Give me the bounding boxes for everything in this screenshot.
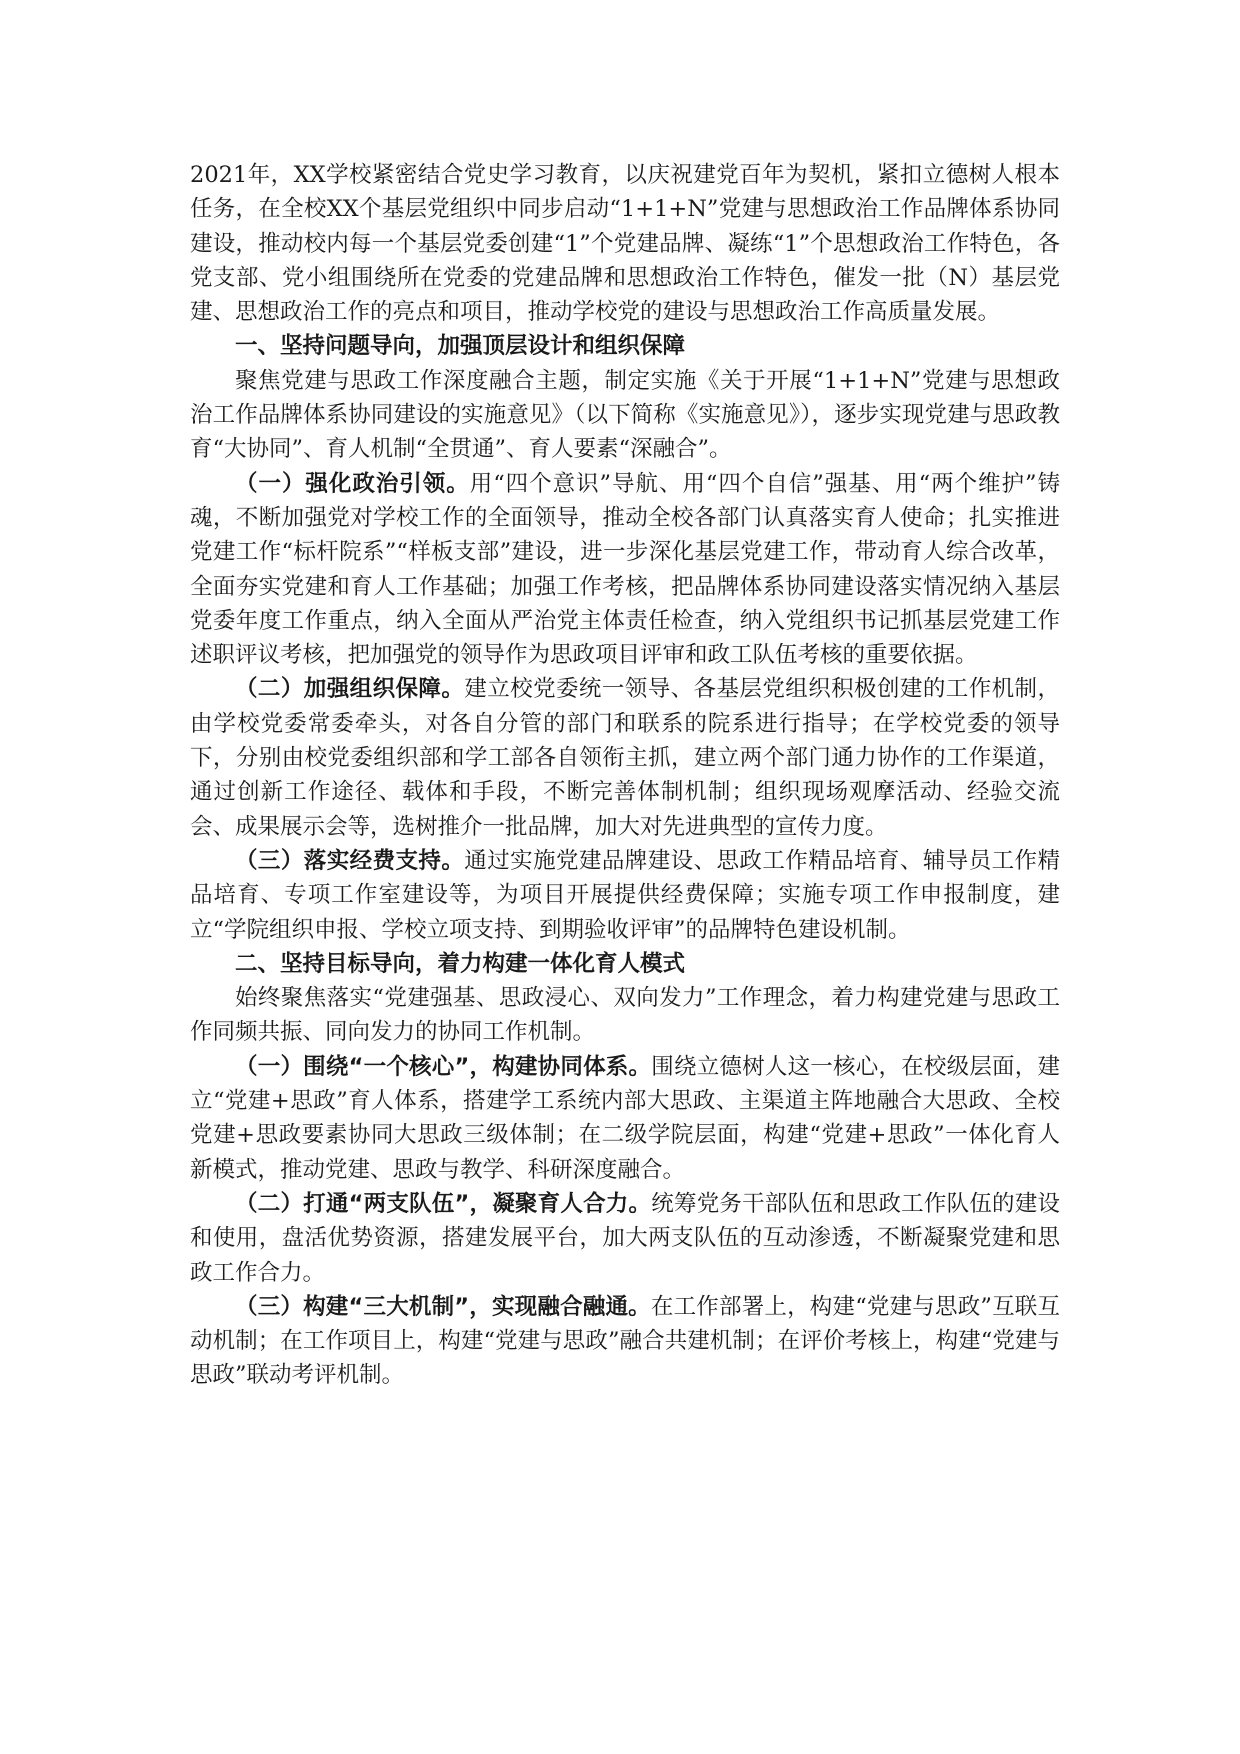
- item-lead: （一）围绕“一个核心”，构建协同体系。: [235, 1053, 652, 1080]
- item-text: 在工作部署上，构建“党建与思政”互联互动机制；在工作项目上，构建“党建与思政”融合共建机制；在评价考核上，构建“党建与思政”联动考评机制。: [190, 1293, 1060, 1389]
- section-1-item-1: [190, 467, 1060, 673]
- item-text: 围绕立德树人这一核心，在校级层面，建立“党建+思政”育人体系，搭建学工系统内部大思政、主渠道主阵地融合大思政、全校党建+思政要素协同大思政三级体制；在二级学院层面，构建“党建+思政”一体化育人新模式，推动党建、思政与教学、科研深度融合。: [190, 1053, 1060, 1183]
- item-text: 统筹党务干部队伍和思政工作队伍的建设和使用，盘活优势资源，搭建发展平台，加大两支队伍的互动渗透，不断凝聚党建和思政工作合力。: [190, 1190, 1060, 1286]
- section-1-paragraph: 聚焦党建与思政工作深度融合主题，制定实施《关于开展“1+1+N”党建与思想政治工作品牌体系协同建设的实施意见》（以下简称《实施意见》），逐步实现党建与思政教育“大协同”、育人机制“全贯通”、育人要素“深融合”。: [190, 367, 1060, 463]
- intro-paragraph: 2021年，XX学校紧密结合党史学习教育，以庆祝建党百年为契机，紧扣立德树人根本任务，在全校XX个基层党组织中同步启动“1+1+N”党建与思想政治工作品牌体系协同建设，推动校内每一个基层党委创建“1”个党建品牌、凝练“1”个思想政治工作特色，各党支部、党小组围绕所在党委的党建品牌和思想政治工作特色，催发一批（N）基层党建、思想政治工作的亮点和项目，推动学校党的建设与思想政治工作高质量发展。: [190, 162, 1060, 326]
- section-1-item-3: [190, 844, 1060, 947]
- section-2-item-2: [190, 1187, 1060, 1290]
- item-text: 用“四个意识”导航、用“四个自信”强基、用“两个维护”铸魂，不断加强党对学校工作的全面领导，推动全校各部门认真落实育人使命；扎实推进党建工作“标杆院系”“样板支部”建设，进一步深化基层党建工作，带动育人综合改革，全面夯实党建和育人工作基础；加强工作考核，把品牌体系协同建设落实情况纳入基层党委年度工作重点，纳入全面从严治党主体责任检查，纳入党组织书记抓基层党建工作述职评议考核，把加强党的领导作为思政项目评审和政工队伍考核的重要依据。: [190, 470, 1060, 669]
- item-text: 通过实施党建品牌建设、思政工作精品培育、辅导员工作精品培育、专项工作室建设等，为项目开展提供经费保障；实施专项工作申报制度，建立“学院组织申报、学校立项支持、到期验收评审”的品牌特色建设机制。: [190, 847, 1060, 943]
- item-lead: （三）落实经费支持。: [235, 847, 465, 874]
- section-1-item-2: [190, 672, 1060, 843]
- item-text: 建立校党委统一领导、各基层党组织积极创建的工作机制，由学校党委常委牵头，对各自分管的部门和联系的院系进行指导；在学校党委的领导下，分别由校党委组织部和学工部各自领衔主抓，建立两个部门通力协作的工作渠道，通过创新工作途径、载体和手段，不断完善体制机制；组织现场观摩活动、经验交流会、成果展示会等，选树推介一批品牌，加大对先进典型的宣传力度。: [190, 676, 1060, 840]
- section-2-heading: 二、坚持目标导向，着力构建一体化育人模式: [235, 950, 686, 977]
- section-2-paragraph: 始终聚焦落实“党建强基、思政浸心、双向发力”工作理念，着力构建党建与思政工作同频共振、同向发力的协同工作机制。: [190, 985, 1060, 1046]
- section-1-heading: 一、坚持问题导向，加强顶层设计和组织保障: [235, 333, 686, 360]
- section-2-item-3: [190, 1290, 1060, 1393]
- item-lead: （一）强化政治引领。: [235, 470, 470, 497]
- document-body: [190, 158, 1060, 1393]
- item-lead: （三）构建“三大机制”，实现融合融通。: [235, 1293, 651, 1320]
- item-lead: （二）加强组织保障。: [235, 676, 465, 703]
- item-lead: （二）打通“两支队伍”，凝聚育人合力。: [235, 1190, 652, 1217]
- section-2-item-1: [190, 1050, 1060, 1187]
